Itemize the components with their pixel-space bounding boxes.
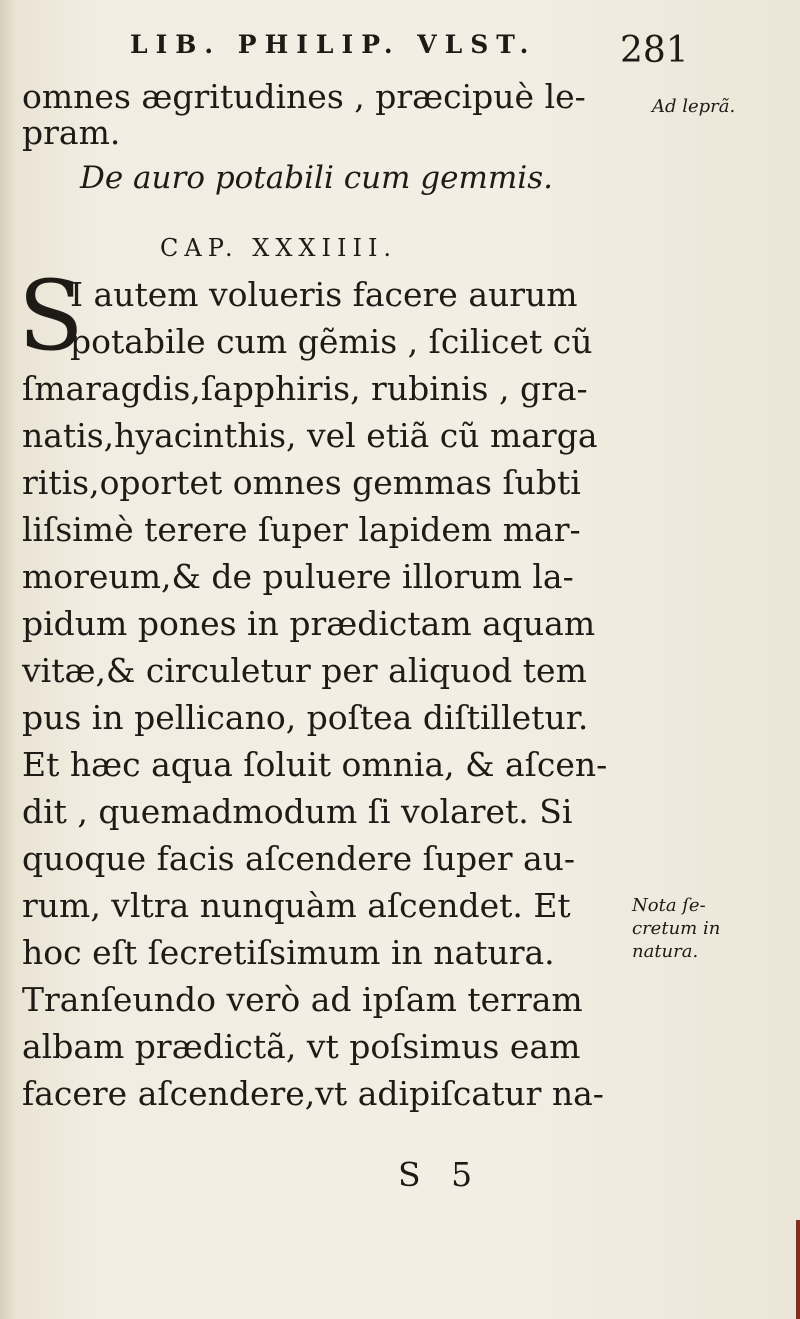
running-title: LIB. PHILIP. VLST.	[130, 30, 537, 59]
text-line: vitæ,& circuletur per aliquod tem	[22, 651, 587, 690]
text-line: albam prædictã, vt poſsimus eam	[22, 1027, 581, 1066]
signature-mark: S 5	[398, 1155, 483, 1194]
text-line: ſmaragdis,ſapphiris, rubinis , gra-	[22, 369, 588, 408]
margin-note-secret: Nota ſe-	[632, 895, 706, 916]
margin-note-secret: natura.	[632, 941, 699, 962]
text-line: Tranſeundo verò ad ipſam terram	[22, 980, 583, 1019]
chapter-title: De auro potabili cum gemmis.	[80, 160, 553, 196]
chapter-number: CAP. XXXIIII.	[160, 234, 398, 262]
margin-note-leprosy: Ad leprã.	[652, 96, 736, 117]
text-line: pidum pones in prædictam aquam	[22, 604, 596, 643]
text-line: hoc eſt ſecretiſsimum in natura.	[22, 933, 555, 972]
text-line: dit , quemadmodum ſi volaret. Si	[22, 792, 573, 831]
text-line: pram.	[22, 113, 121, 152]
drop-capital: S	[18, 260, 84, 372]
page-number: 281	[620, 30, 689, 71]
text-line: quoque facis aſcendere ſuper au-	[22, 839, 576, 878]
text-line: I autem volueris facere aurum	[70, 275, 578, 314]
text-line: facere aſcendere,vt adipiſcatur na-	[22, 1074, 604, 1113]
text-line: omnes ægritudines , præcipuè le-	[22, 77, 586, 116]
text-line: potabile cum gẽmis , ſcilicet cũ	[70, 322, 593, 361]
text-line: pus in pellicano, poſtea diſtilletur.	[22, 698, 589, 737]
page-edge-ribbon	[796, 1220, 800, 1319]
text-line: ritis,oportet omnes gemmas ſubti	[22, 463, 581, 502]
text-line: moreum,& de puluere illorum la-	[22, 557, 574, 596]
text-line: natis,hyacinthis, vel etiã cũ marga	[22, 416, 598, 455]
text-line: rum, vltra nunquàm aſcendet. Et	[22, 886, 571, 925]
page-gutter	[0, 0, 16, 1319]
text-line: liſsimè terere ſuper lapidem mar-	[22, 510, 581, 549]
text-line: Et hæc aqua ſoluit omnia, & aſcen-	[22, 745, 608, 784]
margin-note-secret: cretum in	[632, 918, 721, 939]
